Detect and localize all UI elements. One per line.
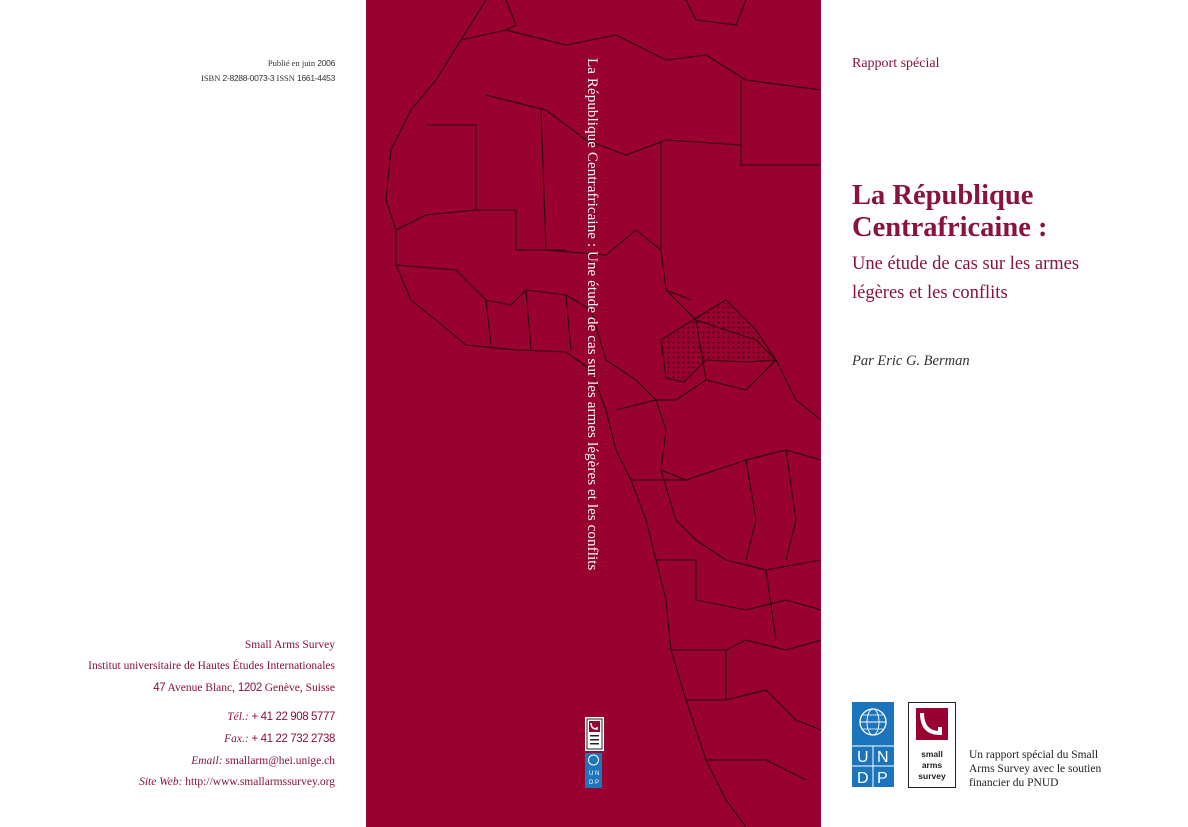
isbn-line <box>201 71 335 86</box>
institute-name <box>88 660 335 672</box>
org-name-text: Small Arms Survey <box>244 639 335 651</box>
address-street: Avenue Blanc, <box>167 682 235 694</box>
undp-logo-p: P <box>877 770 888 787</box>
back-cover <box>0 0 366 827</box>
phone-line <box>227 711 335 723</box>
isbn-label: ISBN <box>200 73 221 83</box>
undp-letter-n: N <box>595 771 600 777</box>
spine-undp-logo <box>585 753 602 788</box>
phone-value: + 41 22 908 5777 <box>251 711 335 723</box>
undp-logo-d: D <box>857 770 869 787</box>
sas-logo-small: small <box>921 749 943 759</box>
website-line <box>139 776 335 788</box>
website-label: Site Web: <box>139 776 183 788</box>
undp-logo-n: N <box>877 749 889 766</box>
sponsor-note-line-2: Arms Survey avec le soutien <box>969 763 1102 775</box>
small-arms-survey-logo <box>908 702 956 788</box>
sponsor-note <box>969 748 1139 790</box>
address-city: Genève, Suisse <box>264 682 335 694</box>
sponsor-note-line-3: financier du PNUD <box>969 777 1059 789</box>
email-line <box>191 755 335 767</box>
undp-emblem-icon <box>585 753 602 788</box>
title-line-2: Centrafricaine : <box>852 212 1048 243</box>
isbn-value: 2-8288-0073-3 <box>222 73 275 83</box>
address-number: 47 <box>153 682 166 694</box>
sas-logo-arms: arms <box>921 760 943 770</box>
address <box>153 682 335 694</box>
website-value: http://www.smallarmssurvey.org <box>185 776 335 788</box>
email-label: Email: <box>191 755 223 767</box>
subtitle-line-1: Une étude de cas sur les armes <box>852 254 1080 274</box>
issn-label: ISSN <box>276 73 295 83</box>
fax-value: + 41 22 732 2738 <box>251 733 335 745</box>
institute-text: Institut universitaire de Hautes Études Internationales <box>88 660 335 672</box>
undp-globe-icon <box>852 702 894 787</box>
report-subtitle <box>852 250 1079 308</box>
published-label: Publié en juin <box>267 58 316 68</box>
postal-code: 1202 <box>237 682 262 694</box>
sponsor-note-line-1: Un rapport spécial du Small <box>969 749 1099 761</box>
title-line-1: La République <box>852 180 1034 211</box>
spine-title: La République Centrafricaine : Une étude de cas sur les armes légères et les conflits <box>584 58 600 571</box>
email-value: smallarm@hei.unige.ch <box>225 755 335 767</box>
published-year: 2006 <box>317 58 335 68</box>
publication-info <box>201 56 335 86</box>
series-label: Rapport spécial <box>852 56 940 71</box>
fax-label: Fax.: <box>224 733 249 745</box>
phone-label: Tél.: <box>227 711 249 723</box>
undp-logo <box>852 702 894 787</box>
org-name <box>245 639 335 651</box>
undp-letter-d: D <box>589 780 594 786</box>
published-line <box>201 56 335 71</box>
undp-letter-u: U <box>589 771 594 777</box>
subtitle-line-2: légères et les conflits <box>852 283 1008 303</box>
sas-logo-survey: survey <box>918 771 946 781</box>
issn-value: 1661-4453 <box>297 73 335 83</box>
car-highlight-region <box>661 300 776 382</box>
undp-letter-p: P <box>595 780 600 786</box>
report-title <box>852 180 1047 244</box>
sas-emblem-icon <box>586 718 603 750</box>
undp-logo-u: U <box>857 749 869 766</box>
author-line: Par Eric G. Berman <box>852 353 970 369</box>
spine-sas-logo <box>585 717 604 751</box>
fax-line <box>224 733 335 745</box>
sas-logo-icon <box>909 703 955 787</box>
